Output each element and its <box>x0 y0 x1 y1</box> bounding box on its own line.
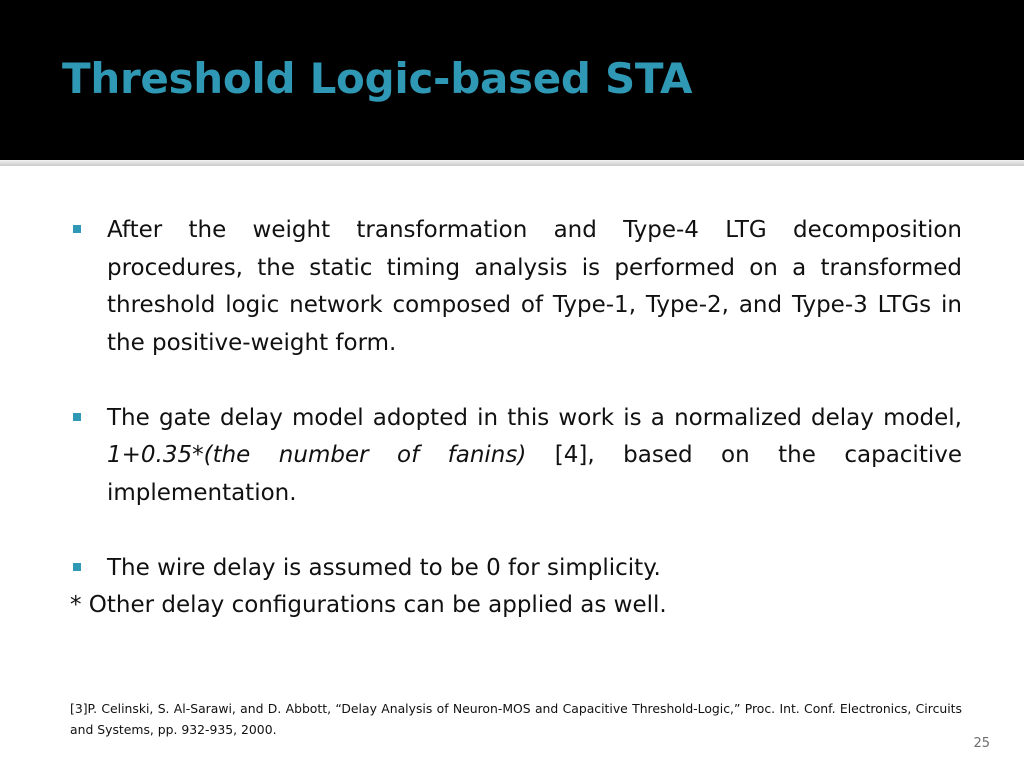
bullet-weight-transformation <box>70 212 962 362</box>
bullet-text: The wire delay is assumed to be 0 for simplicity. <box>107 554 661 581</box>
delay-configuration-note: * Other delay configurations can be applied as well. <box>70 592 667 618</box>
title-bar <box>0 0 1024 160</box>
reference-citation: [3]P. Celinski, S. Al-Sarawi, and D. Abbott, “Delay Analysis of Neuron-MOS and Capacitive Threshold-Logic,” Proc. Int. Conf. Electronics, Circuits and Systems, pp. 932-935, 2000. <box>70 701 962 737</box>
bullet-text-suffix: [4], based on the capacitive implementation. <box>107 442 962 506</box>
square-bullet-icon <box>73 563 81 571</box>
square-bullet-icon <box>73 413 81 421</box>
slide-title: Threshold Logic-based STA <box>62 54 693 103</box>
bullet-wire-delay <box>70 550 962 588</box>
bullet-gate-delay-model <box>70 400 962 513</box>
bullet-text-prefix: The gate delay model adopted in this work is a normalized delay model, <box>107 404 962 431</box>
title-divider <box>0 160 1024 166</box>
delay-formula: 1+0.35*(the number of fanins) <box>107 442 527 468</box>
bullet-text: After the weight transformation and Type-4 LTG decomposition procedures, the static timing analysis is performed on a transformed threshold logic network composed of Type-1, Type-2, and Type-3 LTGs in the positive-weight form. <box>107 217 962 356</box>
page-number: 25 <box>973 736 990 751</box>
square-bullet-icon <box>73 225 81 233</box>
slide-content <box>70 212 962 625</box>
